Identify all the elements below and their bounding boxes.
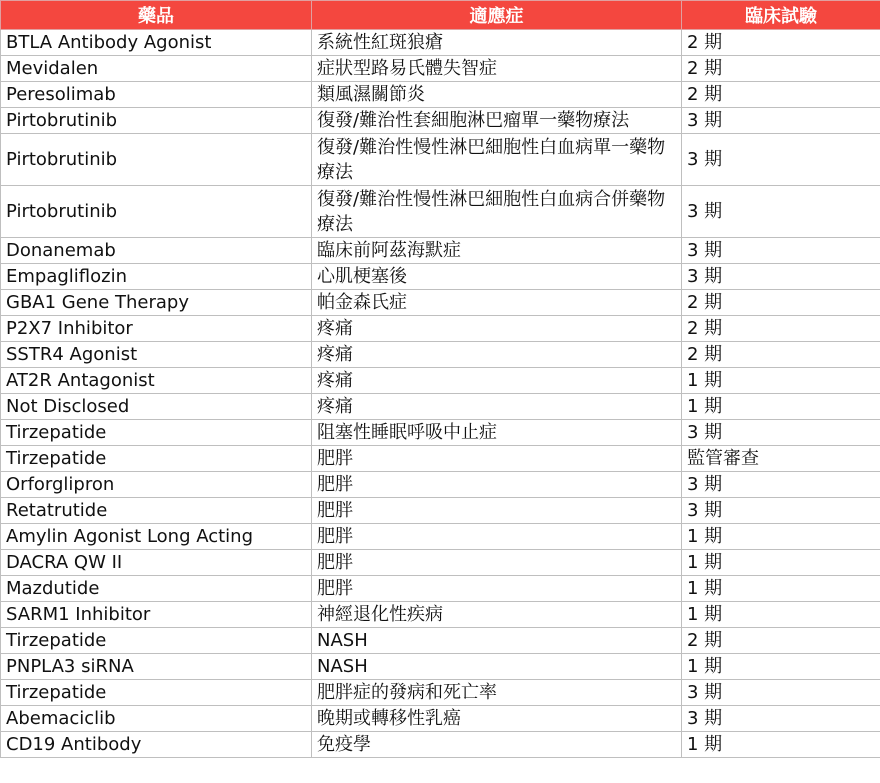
- phase-cell: 2 期: [682, 290, 880, 316]
- table-row: [1, 628, 880, 654]
- phase-cell: 3 期: [682, 680, 880, 706]
- table-row: [1, 446, 880, 472]
- table-row: [1, 186, 880, 238]
- phase-cell: 1 期: [682, 368, 880, 394]
- phase-cell: 監管審查: [682, 446, 880, 472]
- drug-cell: SSTR4 Agonist: [1, 342, 312, 368]
- drug-cell: Tirzepatide: [1, 680, 312, 706]
- table-row: [1, 342, 880, 368]
- drug-cell: Empagliflozin: [1, 264, 312, 290]
- indication-cell: 復發/難治性慢性淋巴細胞性白血病單一藥物療法: [312, 134, 682, 186]
- table-row: [1, 30, 880, 56]
- table-row: [1, 290, 880, 316]
- phase-cell: 3 期: [682, 186, 880, 238]
- indication-cell: 肥胖: [312, 446, 682, 472]
- phase-cell: 3 期: [682, 108, 880, 134]
- indication-cell: NASH: [312, 654, 682, 680]
- table-row: [1, 394, 880, 420]
- indication-cell: 類風濕關節炎: [312, 82, 682, 108]
- drug-cell: GBA1 Gene Therapy: [1, 290, 312, 316]
- drug-cell: Pirtobrutinib: [1, 134, 312, 186]
- phase-cell: 2 期: [682, 82, 880, 108]
- drug-cell: AT2R Antagonist: [1, 368, 312, 394]
- phase-cell: 1 期: [682, 654, 880, 680]
- phase-cell: 1 期: [682, 602, 880, 628]
- phase-cell: 3 期: [682, 134, 880, 186]
- phase-cell: 3 期: [682, 264, 880, 290]
- indication-cell: 肥胖: [312, 550, 682, 576]
- table-row: [1, 238, 880, 264]
- table-row: [1, 706, 880, 732]
- table-row: [1, 316, 880, 342]
- drug-cell: SARM1 Inhibitor: [1, 602, 312, 628]
- indication-cell: 疼痛: [312, 394, 682, 420]
- phase-cell: 3 期: [682, 472, 880, 498]
- indication-cell: 肥胖: [312, 576, 682, 602]
- drug-cell: Peresolimab: [1, 82, 312, 108]
- table-row: [1, 602, 880, 628]
- header-indication: 適應症: [312, 1, 682, 30]
- phase-cell: 2 期: [682, 342, 880, 368]
- phase-cell: 3 期: [682, 420, 880, 446]
- indication-cell: 疼痛: [312, 342, 682, 368]
- table-row: [1, 472, 880, 498]
- indication-cell: 臨床前阿茲海默症: [312, 238, 682, 264]
- drug-cell: Amylin Agonist Long Acting: [1, 524, 312, 550]
- table-row: [1, 498, 880, 524]
- drug-cell: BTLA Antibody Agonist: [1, 30, 312, 56]
- table-row: [1, 550, 880, 576]
- drug-cell: Not Disclosed: [1, 394, 312, 420]
- phase-cell: 2 期: [682, 30, 880, 56]
- table-header-row: [1, 1, 880, 30]
- table-row: [1, 264, 880, 290]
- header-drug: 藥品: [1, 1, 312, 30]
- drug-cell: DACRA QW II: [1, 550, 312, 576]
- indication-cell: 復發/難治性套細胞淋巴瘤單一藥物療法: [312, 108, 682, 134]
- drug-cell: Tirzepatide: [1, 628, 312, 654]
- table-row: [1, 368, 880, 394]
- indication-cell: 免疫學: [312, 732, 682, 758]
- indication-cell: 肥胖症的發病和死亡率: [312, 680, 682, 706]
- phase-cell: 3 期: [682, 498, 880, 524]
- drug-cell: P2X7 Inhibitor: [1, 316, 312, 342]
- table-row: [1, 134, 880, 186]
- indication-cell: 肥胖: [312, 524, 682, 550]
- indication-cell: 系統性紅斑狼瘡: [312, 30, 682, 56]
- indication-cell: 肥胖: [312, 472, 682, 498]
- phase-cell: 3 期: [682, 706, 880, 732]
- table-row: [1, 654, 880, 680]
- indication-cell: 復發/難治性慢性淋巴細胞性白血病合併藥物療法: [312, 186, 682, 238]
- table-row: [1, 524, 880, 550]
- drug-cell: Abemaciclib: [1, 706, 312, 732]
- phase-cell: 3 期: [682, 238, 880, 264]
- drug-cell: Mevidalen: [1, 56, 312, 82]
- indication-cell: 疼痛: [312, 316, 682, 342]
- phase-cell: 2 期: [682, 316, 880, 342]
- indication-cell: NASH: [312, 628, 682, 654]
- phase-cell: 1 期: [682, 550, 880, 576]
- phase-cell: 1 期: [682, 394, 880, 420]
- drug-cell: CD19 Antibody: [1, 732, 312, 758]
- drug-cell: Pirtobrutinib: [1, 186, 312, 238]
- table-row: [1, 108, 880, 134]
- indication-cell: 阻塞性睡眠呼吸中止症: [312, 420, 682, 446]
- indication-cell: 神經退化性疾病: [312, 602, 682, 628]
- indication-cell: 帕金森氏症: [312, 290, 682, 316]
- drug-cell: Pirtobrutinib: [1, 108, 312, 134]
- indication-cell: 晚期或轉移性乳癌: [312, 706, 682, 732]
- phase-cell: 1 期: [682, 576, 880, 602]
- phase-cell: 1 期: [682, 732, 880, 758]
- indication-cell: 肥胖: [312, 498, 682, 524]
- drug-cell: Mazdutide: [1, 576, 312, 602]
- phase-cell: 1 期: [682, 524, 880, 550]
- indication-cell: 疼痛: [312, 368, 682, 394]
- indication-cell: 心肌梗塞後: [312, 264, 682, 290]
- phase-cell: 2 期: [682, 56, 880, 82]
- table-row: [1, 56, 880, 82]
- table-row: [1, 420, 880, 446]
- drug-cell: Orforglipron: [1, 472, 312, 498]
- drug-cell: Donanemab: [1, 238, 312, 264]
- table-row: [1, 82, 880, 108]
- table-body: [1, 30, 880, 758]
- drug-cell: Tirzepatide: [1, 446, 312, 472]
- table-row: [1, 576, 880, 602]
- phase-cell: 2 期: [682, 628, 880, 654]
- indication-cell: 症狀型路易氏體失智症: [312, 56, 682, 82]
- table-row: [1, 732, 880, 758]
- header-trial-phase: 臨床試驗: [682, 1, 880, 30]
- drug-cell: Retatrutide: [1, 498, 312, 524]
- drug-cell: PNPLA3 siRNA: [1, 654, 312, 680]
- drug-cell: Tirzepatide: [1, 420, 312, 446]
- table-row: [1, 680, 880, 706]
